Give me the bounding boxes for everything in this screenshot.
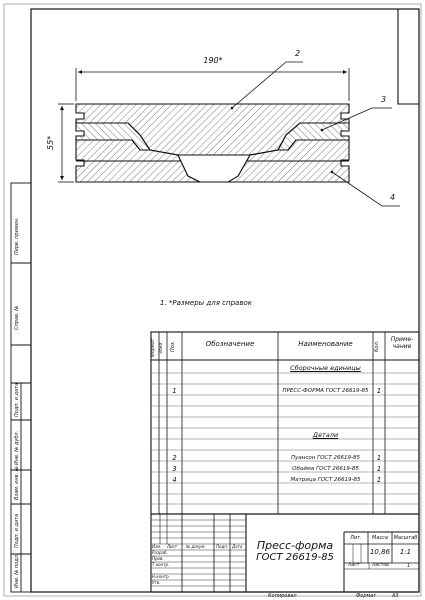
mass-label: Масса bbox=[372, 535, 388, 541]
document-title: Пресс-форма bbox=[256, 539, 334, 552]
section-parts: Детали bbox=[312, 431, 339, 439]
footer-format-value: А3 bbox=[392, 593, 399, 599]
callout-2: 2 bbox=[295, 49, 301, 58]
section-assembly: Сборочные единицы bbox=[290, 364, 361, 372]
dimension-length-label: 190* bbox=[203, 56, 223, 65]
dimension-height bbox=[58, 104, 74, 182]
footer-copied: Копировал bbox=[268, 593, 297, 599]
reference-note: 1. *Размеры для справок bbox=[160, 299, 252, 307]
row-3-qty: 1 bbox=[376, 465, 382, 473]
callout-4: 4 bbox=[390, 193, 396, 202]
rev-col-doc: № докум. bbox=[186, 544, 206, 549]
lit-label: Лит. bbox=[350, 535, 362, 541]
row-4-pos: 4 bbox=[172, 476, 177, 484]
strip-first-use: Перв. примен. bbox=[14, 217, 20, 255]
strip-orig-inv: Инв. № подл. bbox=[14, 553, 20, 588]
footer-format-label: Формат bbox=[356, 593, 377, 599]
rev-col-sign: Подп. bbox=[216, 544, 229, 549]
header-qty: Кол. bbox=[374, 340, 380, 352]
header-pos: Поз. bbox=[170, 340, 176, 352]
row-4-name: Матрица ГОСТ 26619-85 bbox=[290, 477, 361, 483]
frame-notch bbox=[398, 9, 419, 104]
header-note: Приме-чание bbox=[390, 336, 414, 350]
rev-col-date: Дата bbox=[232, 544, 243, 549]
role-approver: Утв. bbox=[152, 580, 161, 585]
role-developer: Разраб. bbox=[152, 550, 168, 555]
header-format: Формат bbox=[151, 338, 156, 357]
strip-ref-no: Справ. № bbox=[14, 305, 20, 330]
row-4-qty: 1 bbox=[376, 476, 382, 484]
role-norm-control: Н.контр. bbox=[152, 574, 170, 579]
strip-replace-inv: Взам. инв. № bbox=[14, 466, 20, 500]
rev-col-sheet: Лист bbox=[167, 544, 178, 549]
row-2-qty: 1 bbox=[376, 454, 382, 462]
row-3-pos: 3 bbox=[172, 465, 177, 473]
dimension-length bbox=[76, 68, 349, 101]
strip-sign-date-2: Подп. и дата bbox=[14, 513, 20, 548]
scale-value: 1:1 bbox=[399, 548, 412, 556]
row-1-name: ПРЕСС-ФОРМА ГОСТ 26619-85 bbox=[282, 388, 369, 394]
strip-sign-date-1: Подп. и дата bbox=[14, 382, 20, 417]
row-1-pos: 1 bbox=[172, 387, 177, 395]
header-name: Наименование bbox=[298, 340, 353, 348]
row-2-name: Пуансон ГОСТ 26619-85 bbox=[291, 455, 360, 461]
sheets-count: 1 bbox=[407, 563, 411, 569]
sheet-label: Лист bbox=[348, 563, 360, 568]
document-subtitle: ГОСТ 26619-85 bbox=[256, 552, 334, 563]
rev-col-change: Изм. bbox=[152, 544, 162, 549]
callout-3: 3 bbox=[381, 95, 387, 104]
row-1-qty: 1 bbox=[376, 387, 382, 395]
role-tech-control: Т.контр. bbox=[152, 562, 170, 567]
header-designation: Обозначение bbox=[205, 340, 255, 348]
role-checker: Пров. bbox=[152, 556, 164, 561]
press-form-section bbox=[76, 104, 349, 182]
dimension-height-label: 55* bbox=[46, 135, 55, 150]
scale-label: Масштаб bbox=[393, 535, 418, 541]
header-zone: Зона bbox=[159, 342, 164, 354]
row-3-name: Обойма ГОСТ 26619-85 bbox=[292, 466, 359, 472]
spec-table bbox=[151, 332, 419, 514]
sheets-label: Листов bbox=[372, 563, 389, 568]
mass-value: 10,86 bbox=[369, 548, 391, 556]
strip-dup-inv: Инв. № дубл. bbox=[14, 430, 20, 465]
row-2-pos: 2 bbox=[172, 454, 177, 462]
leader-2 bbox=[232, 62, 303, 108]
